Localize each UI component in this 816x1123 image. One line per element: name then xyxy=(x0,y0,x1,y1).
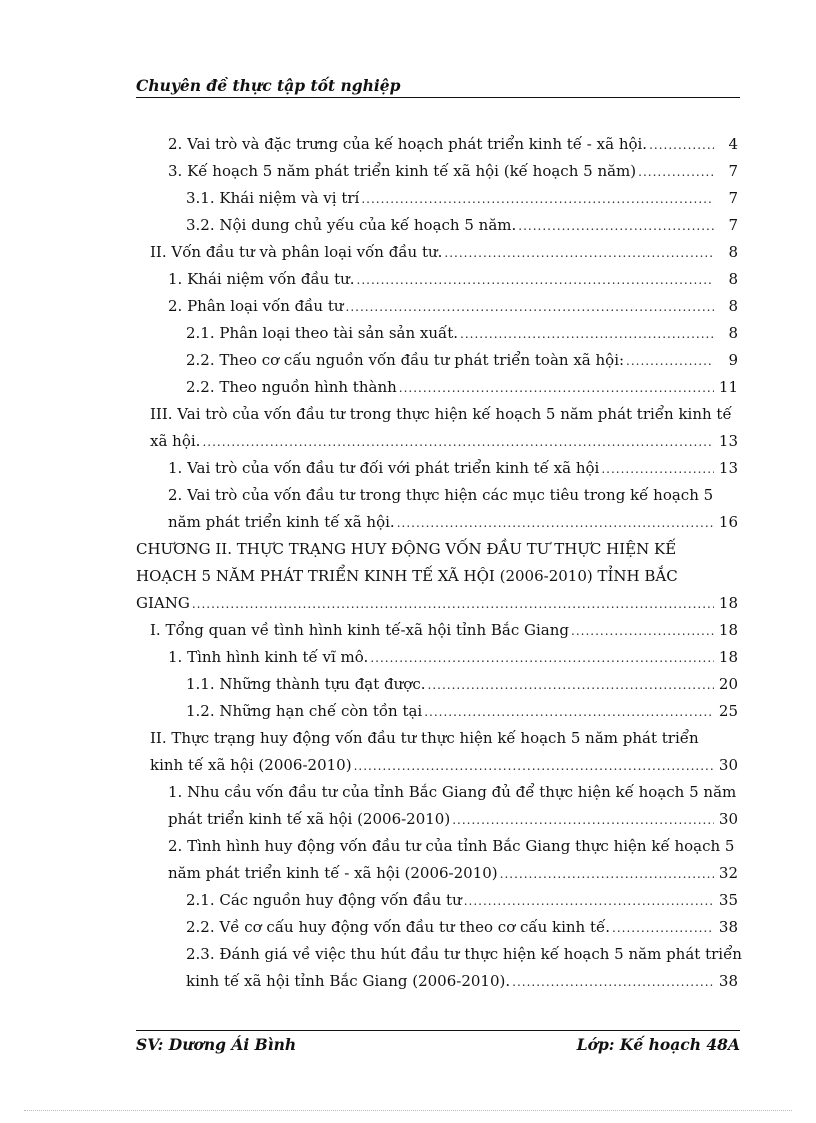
toc-entry-text: II. Vốn đầu tư và phân loại vốn đầu tư. xyxy=(150,243,443,261)
toc-page-number: 4 xyxy=(728,135,738,153)
toc-entry-first-line: III. Vai trò của vốn đầu tư trong thực hiện kế hoạch 5 năm phát triển kinh tế xyxy=(150,405,732,423)
toc-page-number: 35 xyxy=(718,891,738,909)
toc-page-number: 9 xyxy=(728,351,738,369)
toc-leader xyxy=(626,347,714,375)
toc-entry-text: phát triển kinh tế xã hội (2006-2010) xyxy=(168,810,451,828)
toc-entry-text: 2. Phân loại vốn đầu tư xyxy=(168,297,344,315)
toc-entry[interactable] xyxy=(150,238,738,266)
toc-entry-text: năm phát triển kinh tế - xã hội (2006-2010) xyxy=(168,864,498,882)
toc-leader xyxy=(428,671,714,699)
toc-entry-text: 1. Vai trò của vốn đầu tư đối với phát triển kinh tế xã hội xyxy=(168,459,600,477)
toc-leader xyxy=(601,455,714,483)
toc-leader xyxy=(424,698,714,726)
toc-entry[interactable] xyxy=(168,643,738,671)
toc-page-number: 18 xyxy=(718,621,738,639)
toc-entry[interactable] xyxy=(186,184,738,212)
toc-leader xyxy=(357,266,714,294)
toc-entry[interactable] xyxy=(186,670,738,698)
header-rule xyxy=(136,97,740,98)
toc-chapter-first-line: CHƯƠNG II. THỰC TRẠNG HUY ĐỘNG VỐN ĐẦU TƯ THỰC HIỆN KẾ xyxy=(136,540,677,558)
toc-page-number: 30 xyxy=(718,756,738,774)
toc-entry-text: 1. Tình hình kinh tế vĩ mô. xyxy=(168,648,369,666)
toc-leader xyxy=(361,185,714,213)
toc-entry-text: 2.2. Về cơ cấu huy động vốn đầu tư theo cơ cấu kinh tế. xyxy=(186,918,611,936)
toc-page-number: 32 xyxy=(718,864,738,882)
toc-page-number: 8 xyxy=(728,243,738,261)
page-footer xyxy=(136,1035,740,1054)
toc-entry[interactable] xyxy=(168,265,738,293)
toc-entry[interactable] xyxy=(186,967,738,995)
toc-entry-text: 2. Vai trò và đặc trưng của kế hoạch phát triển kinh tế - xã hội. xyxy=(168,135,648,153)
toc-entry[interactable] xyxy=(186,697,738,725)
toc-entry-text: 1. Khái niệm vốn đầu tư. xyxy=(168,270,355,288)
toc-entry-text: 2.2. Theo cơ cấu nguồn vốn đầu tư phát triển toàn xã hội: xyxy=(186,351,625,369)
toc-entry-text: kinh tế xã hội (2006-2010) xyxy=(150,756,352,774)
toc-entry-first-line: II. Thực trạng huy động vốn đầu tư thực hiện kế hoạch 5 năm phát triển xyxy=(150,729,699,747)
toc-entry[interactable] xyxy=(168,292,738,320)
toc-entry[interactable] xyxy=(168,130,738,158)
toc-entry-text: 3. Kế hoạch 5 năm phát triển kinh tế xã hội (kế hoạch 5 năm) xyxy=(168,162,637,180)
toc-entry-text: xã hội. xyxy=(150,432,201,450)
toc-entry-text: GIANG xyxy=(136,594,190,612)
toc-entry[interactable] xyxy=(186,211,738,239)
toc-entry-text: 1.2. Những hạn chế còn tồn tại xyxy=(186,702,423,720)
toc-leader xyxy=(370,644,714,672)
toc-entry-text: 2.2. Theo nguồn hình thành xyxy=(186,378,397,396)
toc-leader xyxy=(500,860,714,888)
page-bottom-dotted-rule xyxy=(24,1110,792,1111)
toc-page-number: 13 xyxy=(718,432,738,450)
toc-entry[interactable] xyxy=(186,886,738,914)
toc-page-number: 20 xyxy=(718,675,738,693)
toc-leader xyxy=(638,158,714,186)
toc-entry[interactable] xyxy=(186,346,738,374)
toc-page-number: 25 xyxy=(718,702,738,720)
toc-leader xyxy=(452,806,714,834)
toc-leader xyxy=(192,590,714,618)
toc-entry[interactable] xyxy=(136,589,738,617)
toc-leader xyxy=(518,212,714,240)
toc-entry-text: 1.1. Những thành tựu đạt được. xyxy=(186,675,426,693)
toc-entry-first-line: 2. Tình hình huy động vốn đầu tư của tỉnh Bắc Giang thực hiện kế hoạch 5 xyxy=(168,837,735,855)
toc-entry-text: 2.1. Phân loại theo tài sản sản xuất. xyxy=(186,324,458,342)
toc-page-number: 11 xyxy=(718,378,738,396)
toc-entry[interactable] xyxy=(186,913,738,941)
toc-page-number: 18 xyxy=(718,594,738,612)
toc-leader xyxy=(512,968,714,996)
toc-entry[interactable] xyxy=(186,319,738,347)
toc-leader xyxy=(354,752,714,780)
toc-entry-text: kinh tế xã hội tỉnh Bắc Giang (2006-2010). xyxy=(186,972,511,990)
toc-entry[interactable] xyxy=(168,508,738,536)
toc-page-number: 38 xyxy=(718,972,738,990)
toc-entry[interactable] xyxy=(168,805,738,833)
toc-entry[interactable] xyxy=(186,373,738,401)
toc-leader xyxy=(346,293,714,321)
toc-entry[interactable] xyxy=(168,157,738,185)
toc-entry[interactable] xyxy=(150,427,738,455)
toc-entry-text: năm phát triển kinh tế xã hội. xyxy=(168,513,395,531)
toc-entry-first-line: 2.3. Đánh giá về việc thu hút đầu tư thực hiện kế hoạch 5 năm phát triển xyxy=(186,945,742,963)
toc-page-number: 38 xyxy=(718,918,738,936)
toc-entry[interactable] xyxy=(168,454,738,482)
footer-class: Lớp: Kế hoạch 48A xyxy=(576,1035,740,1054)
toc-entry-text: 3.2. Nội dung chủ yếu của kế hoạch 5 năm. xyxy=(186,216,517,234)
toc-leader xyxy=(464,887,714,915)
footer-rule xyxy=(136,1030,740,1031)
toc-page-number: 8 xyxy=(728,324,738,342)
toc-entry-text: 3.1. Khái niệm và vị trí xyxy=(186,189,360,207)
toc-leader xyxy=(202,428,714,456)
toc-page-number: 8 xyxy=(728,270,738,288)
toc-leader xyxy=(397,509,714,537)
toc-entry-first-line: 2. Vai trò của vốn đầu tư trong thực hiện các mục tiêu trong kế hoạch 5 xyxy=(168,486,714,504)
page-header-title: Chuyên đề thực tập tốt nghiệp xyxy=(136,76,401,95)
toc-chapter-second-line: HOẠCH 5 NĂM PHÁT TRIỂN KINH TẾ XÃ HỘI (2006-2010) TỈNH BẮC xyxy=(136,567,678,585)
toc-leader xyxy=(444,239,714,267)
toc-entry[interactable] xyxy=(150,751,738,779)
toc-leader xyxy=(649,131,714,159)
toc-entry[interactable] xyxy=(168,859,738,887)
toc-page-number: 30 xyxy=(718,810,738,828)
toc-entry[interactable] xyxy=(150,616,738,644)
toc-entry-text: 2.1. Các nguồn huy động vốn đầu tư xyxy=(186,891,462,909)
footer-student: SV: Dương Ái Bình xyxy=(136,1035,297,1054)
toc-page-number: 13 xyxy=(718,459,738,477)
toc-page-number: 16 xyxy=(718,513,738,531)
toc-leader xyxy=(460,320,714,348)
toc-leader xyxy=(571,617,714,645)
toc-page-number: 7 xyxy=(728,162,738,180)
toc-leader xyxy=(612,914,714,942)
toc-page-number: 7 xyxy=(728,216,738,234)
toc-entry-first-line: 1. Nhu cầu vốn đầu tư của tỉnh Bắc Giang đủ để thực hiện kế hoạch 5 năm xyxy=(168,783,737,801)
toc-entry-text: I. Tổng quan về tình hình kinh tế-xã hội tỉnh Bắc Giang xyxy=(150,621,570,639)
toc-page-number: 7 xyxy=(728,189,738,207)
toc-page-number: 18 xyxy=(718,648,738,666)
toc-leader xyxy=(399,374,714,402)
toc-page-number: 8 xyxy=(728,297,738,315)
